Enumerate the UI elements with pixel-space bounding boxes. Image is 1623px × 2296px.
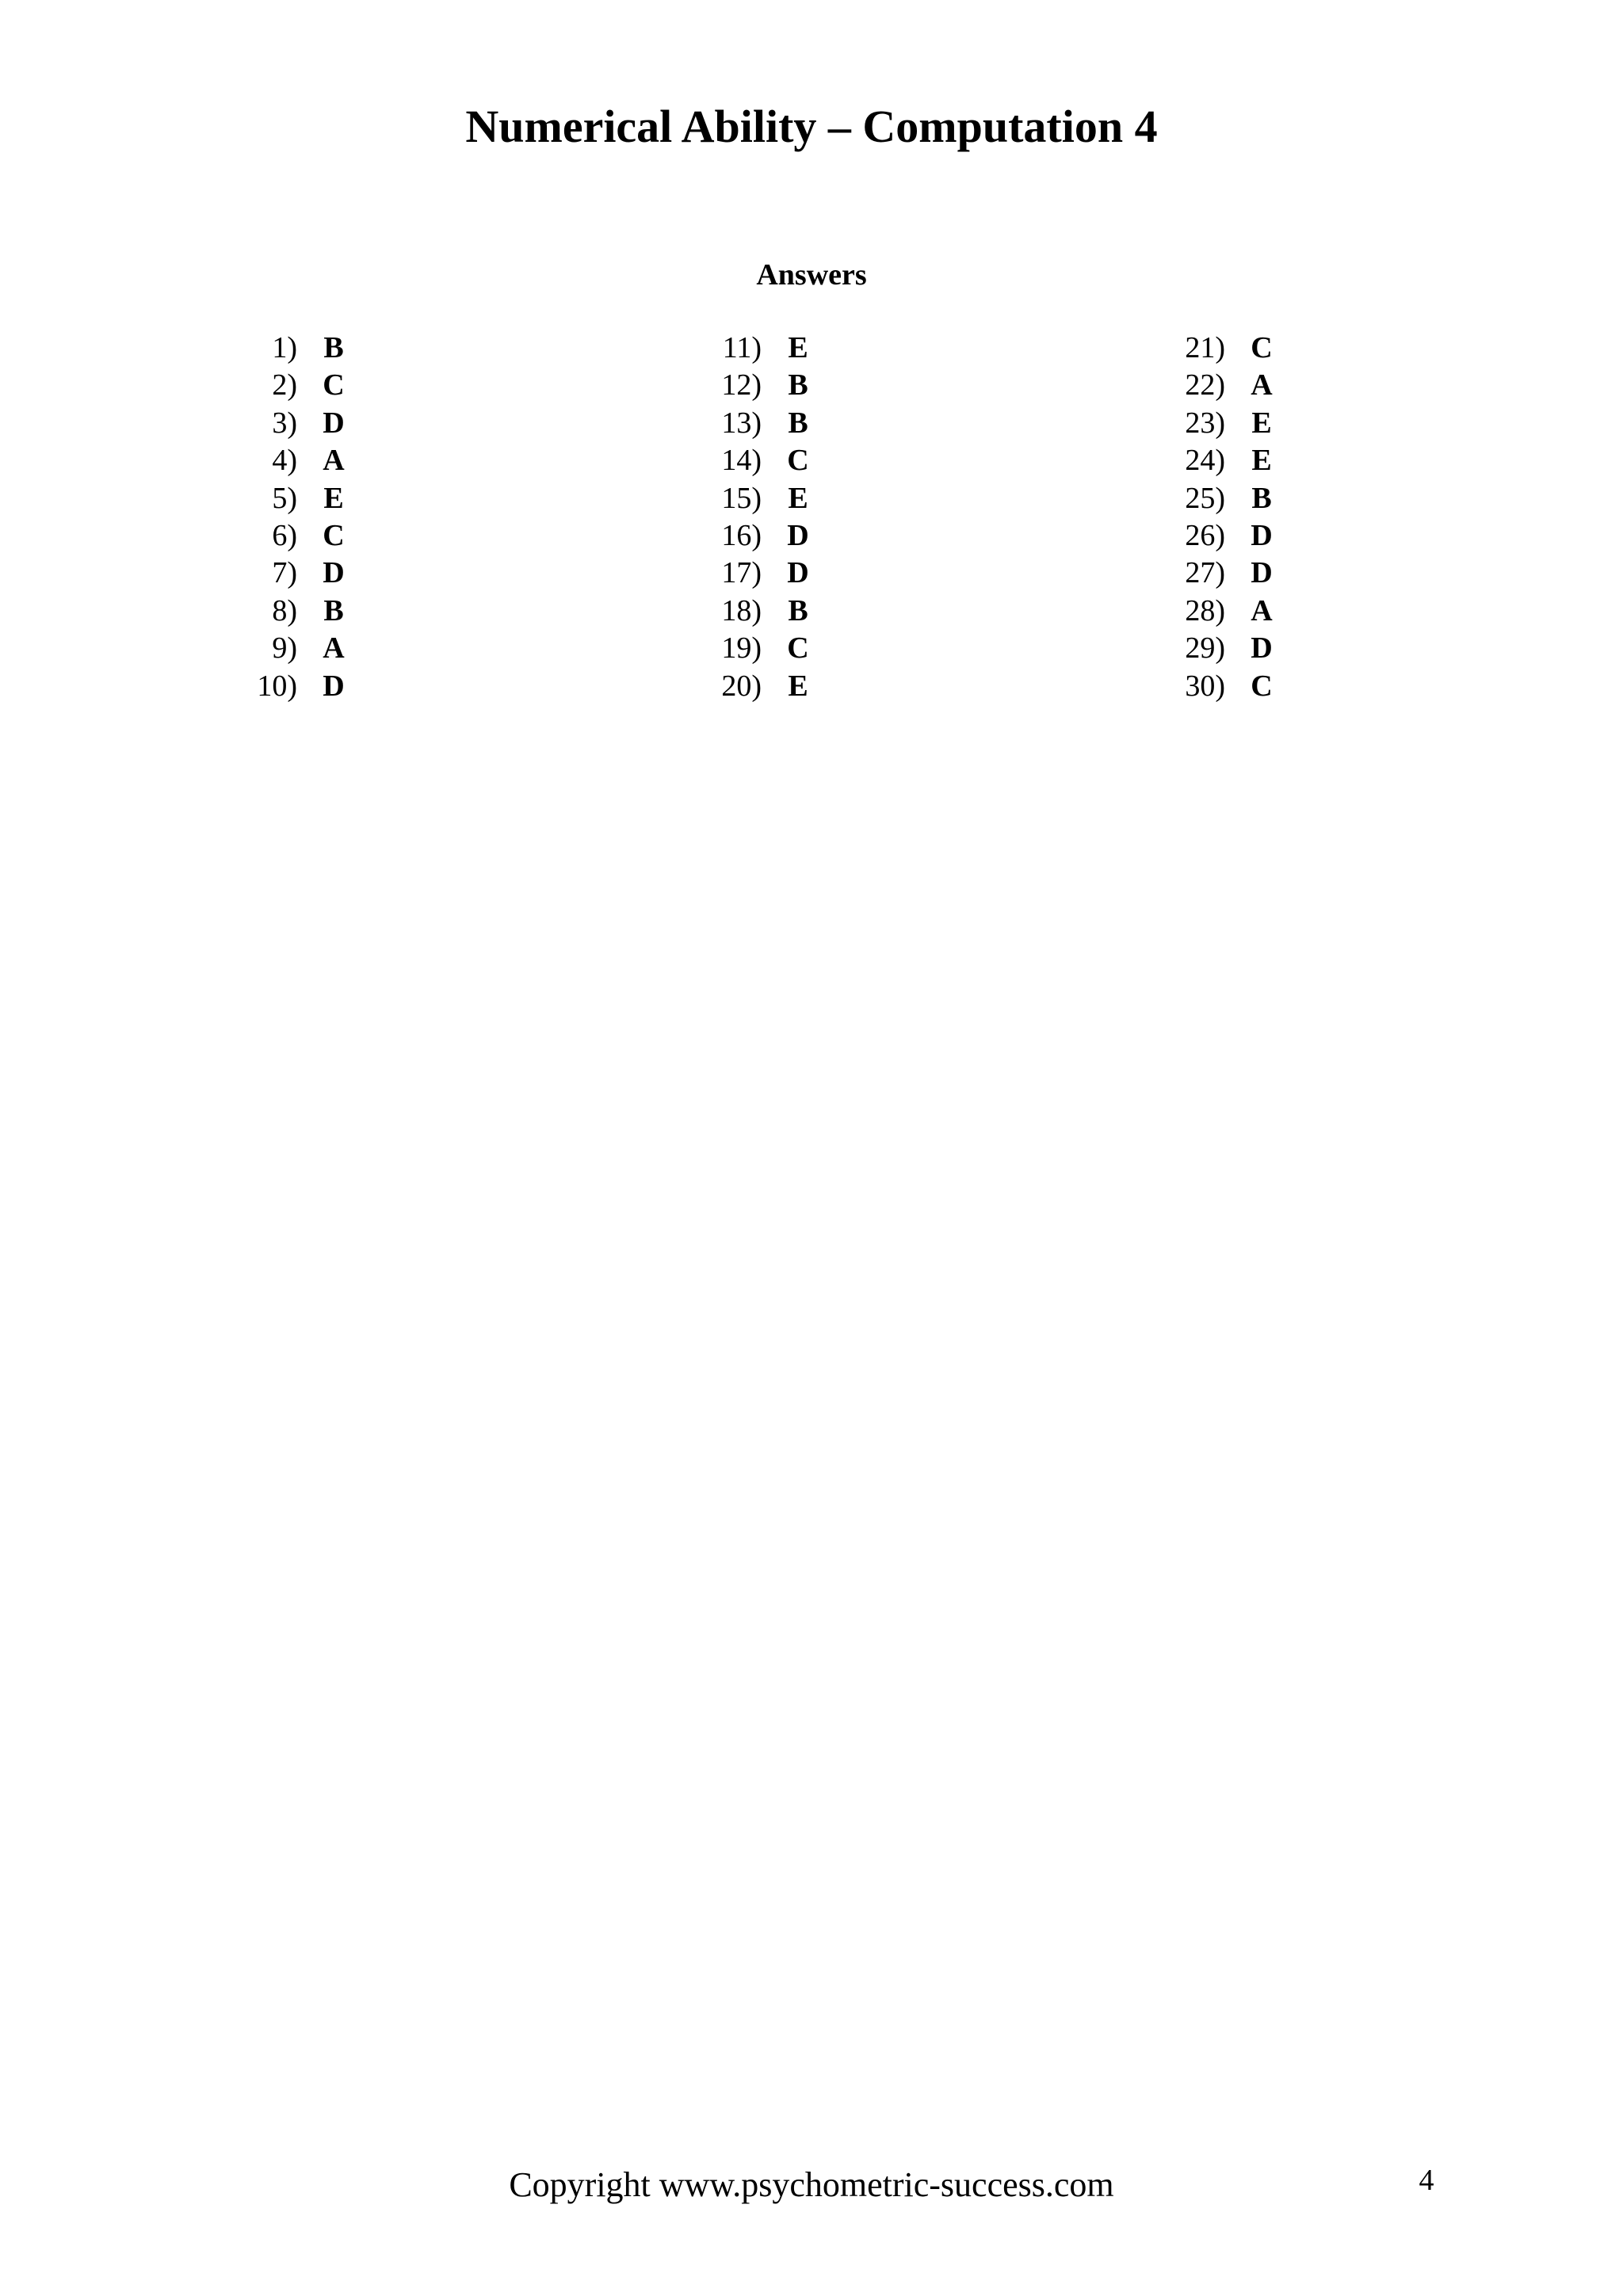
answer-letter: E <box>788 331 808 364</box>
question-number: 23) <box>1185 406 1225 440</box>
copyright-footer: Copyright www.psychometric-success.com <box>509 2165 1114 2204</box>
answer-row <box>1127 630 1365 667</box>
question-number: 18) <box>721 593 762 627</box>
answer-letter: C <box>787 444 809 478</box>
answer-letter: C <box>323 368 345 402</box>
answer-letter: E <box>1251 444 1272 478</box>
question-number: 20) <box>721 669 762 703</box>
answer-letter: D <box>1251 518 1273 552</box>
answer-row <box>1127 330 1365 367</box>
question-number: 17) <box>721 556 762 590</box>
answer-row <box>199 405 437 442</box>
answer-row <box>663 593 901 630</box>
answer-letter: E <box>788 481 808 515</box>
answer-letter: A <box>323 631 345 666</box>
answer-row <box>199 668 437 705</box>
answer-row <box>1127 593 1365 630</box>
question-number: 26) <box>1185 518 1225 552</box>
answer-letter: D <box>787 556 809 590</box>
answer-row <box>663 555 901 592</box>
answer-letter: D <box>323 669 345 703</box>
question-number: 12) <box>721 368 762 402</box>
answer-row <box>199 517 437 555</box>
question-number: 14) <box>721 444 762 478</box>
answer-letter: B <box>788 406 808 440</box>
question-number: 1) <box>272 331 297 364</box>
question-number: 25) <box>1185 481 1225 515</box>
answer-row <box>663 405 901 442</box>
answer-letter: C <box>787 631 809 666</box>
answer-column-1 <box>199 330 437 705</box>
question-number: 8) <box>272 593 297 627</box>
question-number: 27) <box>1185 556 1225 590</box>
answer-letter: C <box>323 518 345 552</box>
question-number: 28) <box>1185 593 1225 627</box>
answer-key <box>0 330 1623 718</box>
answer-letter: B <box>788 593 808 627</box>
question-number: 10) <box>257 669 297 703</box>
answer-letter: C <box>1251 331 1273 364</box>
answer-letter: E <box>1251 406 1272 440</box>
answer-row <box>1127 367 1365 404</box>
answer-column-3 <box>1127 330 1365 705</box>
answer-row <box>1127 555 1365 592</box>
question-number: 6) <box>272 518 297 552</box>
answer-row <box>663 517 901 555</box>
answer-letter: B <box>788 368 808 402</box>
answer-row <box>199 330 437 367</box>
answer-row <box>663 330 901 367</box>
answer-letter: D <box>1251 631 1273 666</box>
question-number: 7) <box>272 556 297 590</box>
answer-row <box>199 442 437 479</box>
answer-letter: E <box>323 481 344 515</box>
answer-column-2 <box>663 330 901 705</box>
answer-row <box>1127 405 1365 442</box>
question-number: 5) <box>272 481 297 515</box>
answer-row <box>663 630 901 667</box>
question-number: 3) <box>272 406 297 440</box>
answer-row <box>199 593 437 630</box>
answer-letter: A <box>1251 593 1273 627</box>
question-number: 24) <box>1185 444 1225 478</box>
question-number: 13) <box>721 406 762 440</box>
document-title: Numerical Ability – Computation 4 <box>465 101 1158 152</box>
answer-letter: E <box>788 669 808 703</box>
question-number: 4) <box>272 444 297 478</box>
answer-letter: A <box>323 444 345 478</box>
question-number: 2) <box>272 368 297 402</box>
question-number: 22) <box>1185 368 1225 402</box>
answer-letter: A <box>1251 368 1273 402</box>
answer-letter: B <box>1251 481 1272 515</box>
answer-row <box>663 367 901 404</box>
answer-letter: D <box>787 518 809 552</box>
answer-row <box>663 442 901 479</box>
question-number: 30) <box>1185 669 1225 703</box>
answer-letter: B <box>323 593 344 627</box>
question-number: 16) <box>721 518 762 552</box>
answer-letter: B <box>323 331 344 364</box>
question-number: 29) <box>1185 631 1225 666</box>
answer-row <box>1127 442 1365 479</box>
answer-row <box>663 480 901 517</box>
question-number: 9) <box>272 631 297 666</box>
answer-row <box>1127 668 1365 705</box>
answer-letter: D <box>323 556 345 590</box>
answer-letter: D <box>323 406 345 440</box>
answer-row <box>199 630 437 667</box>
question-number: 19) <box>721 631 762 666</box>
answer-row <box>199 480 437 517</box>
answer-letter: C <box>1251 669 1273 703</box>
answer-row <box>1127 480 1365 517</box>
answer-row <box>199 367 437 404</box>
answers-heading: Answers <box>756 258 867 292</box>
question-number: 21) <box>1185 331 1225 364</box>
answer-row <box>663 668 901 705</box>
answer-row <box>1127 517 1365 555</box>
question-number: 11) <box>722 331 762 364</box>
page-number: 4 <box>1419 2164 1434 2197</box>
question-number: 15) <box>721 481 762 515</box>
answer-letter: D <box>1251 556 1273 590</box>
answer-row <box>199 555 437 592</box>
